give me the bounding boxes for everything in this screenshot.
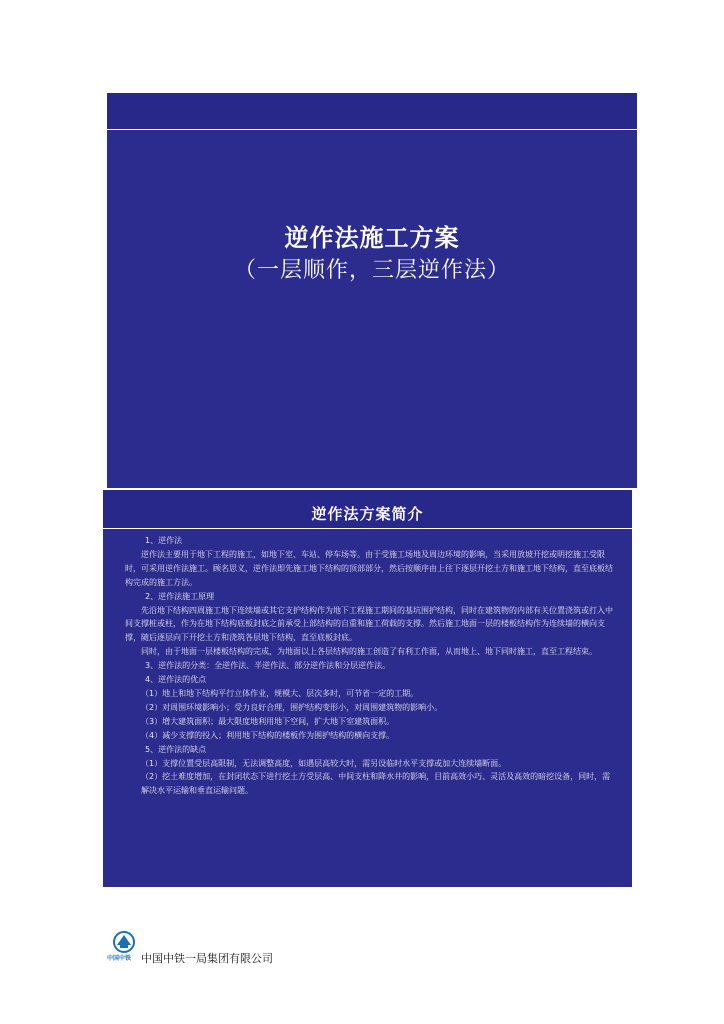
section-paragraph: 逆作法主要用于地下工程的施工，如地下室、车站、停车场等。由于受施工场地及周边环境的影响，当采用放坡开挖或明挖施工受限时，可采用逆作法施工。顾名思义，逆作法即先施工地下结构的顶部部分，然后按顺序由上往下逐层开挖土方和施工地下结构，直至底板结构完成的施工方法。 [125, 549, 613, 587]
page-footer [107, 930, 367, 970]
list-item: （1）地上和地下结构平行立体作业，规模大、层次多时，可节省一定的工期。 [141, 688, 419, 698]
cover-slide [107, 93, 637, 488]
list-item: （1）支撑位置受层高限制，无法调整高度，如遇层高较大时，需另设临时水平支撑或加大连续墙断面。 [141, 758, 507, 768]
section-paragraph: 先沿地下结构四周施工地下连续墙或其它支护结构作为地下工程施工期间的基坑围护结构，同时在建筑物的内部有关位置浇筑或打入中间支撑桩或柱，作为在地下结构底板封底之前承受上部结构的自重和施工荷载的支撑。然后施工地面一层的楼板结构作为连续墙的横向支撑，随后逐层向下开挖土方和浇筑各层地下结构，直至底板封底。 [125, 605, 613, 643]
cover-header-band [107, 93, 637, 130]
logo-caption: 中国中铁 [107, 955, 132, 962]
cover-title: 逆作法施工方案 [284, 224, 460, 252]
company-name: 中国中铁一局集团有限公司 [141, 952, 273, 965]
section-paragraph: 同时，由于地面一层楼板结构的完成，为地面以上各层结构的施工创造了有利工作面，从而地上、地下同时施工，直至工程结束。 [141, 647, 597, 657]
section-heading: 5、逆作法的缺点 [145, 744, 207, 754]
section-heading: 2、逆作法施工原理 [145, 591, 215, 601]
section-heading: 3、逆作法的分类：全逆作法、半逆作法、部分逆作法和分层逆作法。 [145, 661, 391, 671]
list-item: （2）挖土难度增加，在封闭状态下进行挖土方受层高、中间支柱和降水井的影响，目前高效小巧、灵活及高效的暗挖设备，同时，需解决水平运输和垂直运输问题。 [141, 772, 611, 796]
summary-body [125, 534, 615, 798]
list-item: （4）减少支撑的投入；利用地下结构的楼板作为围护结构的横向支撑。 [141, 730, 395, 740]
summary-slide [103, 490, 632, 887]
list-item: （3）增大建筑面积；最大限度地利用地下空间，扩大地下室建筑面积。 [141, 716, 395, 726]
summary-header-band [103, 490, 632, 529]
summary-title: 逆作法方案简介 [311, 505, 424, 523]
section-heading: 1、逆作法 [145, 536, 183, 545]
cover-subtitle: （一层顺作，三层逆作法） [233, 258, 510, 283]
section-heading: 4、逆作法的优点 [145, 675, 207, 685]
list-item: （2）对周围环境影响小；受力良好合理，围护结构变形小，对周围建筑物的影响小。 [141, 702, 443, 712]
